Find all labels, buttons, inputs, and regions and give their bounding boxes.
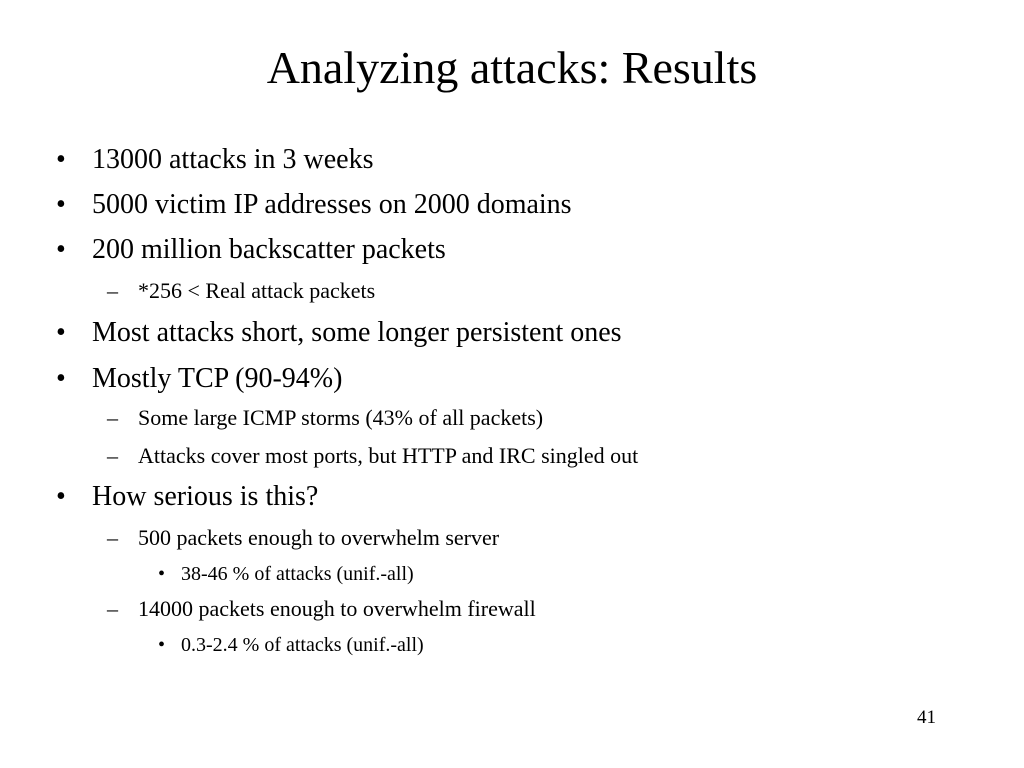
list-item bbox=[56, 142, 374, 178]
dash-marker: – bbox=[107, 278, 118, 303]
list-item bbox=[107, 442, 639, 470]
bullet-marker: • bbox=[56, 481, 66, 512]
list-item-text: 0.3-2.4 % of attacks (unif.-all) bbox=[181, 634, 424, 656]
list-item bbox=[107, 524, 500, 552]
dash-marker: – bbox=[107, 596, 118, 621]
list-item-text: Some large ICMP storms (43% of all packets) bbox=[138, 405, 544, 430]
list-item bbox=[56, 361, 343, 397]
list-item-text: 38-46 % of attacks (unif.-all) bbox=[181, 563, 414, 585]
dash-marker: – bbox=[107, 405, 118, 430]
list-item-text: 14000 packets enough to overwhelm firewall bbox=[138, 596, 536, 621]
list-item-text: Mostly TCP (90-94%) bbox=[92, 363, 343, 394]
slide-title: Analyzing attacks: Results bbox=[266, 42, 758, 93]
bullet-marker: • bbox=[56, 317, 66, 348]
list-item-text: Attacks cover most ports, but HTTP and IRC singled out bbox=[138, 443, 639, 468]
bullet-marker: • bbox=[158, 563, 166, 585]
list-item-text: 5000 victim IP addresses on 2000 domains bbox=[92, 189, 572, 220]
list-item bbox=[56, 479, 319, 515]
list-item bbox=[107, 404, 544, 432]
bullet-marker: • bbox=[56, 144, 66, 175]
list-item-text: 200 million backscatter packets bbox=[92, 234, 446, 265]
list-item bbox=[56, 315, 622, 351]
bullet-marker: • bbox=[56, 234, 66, 265]
list-item-text: *256 < Real attack packets bbox=[138, 278, 376, 303]
list-item-text: How serious is this? bbox=[92, 481, 319, 512]
list-item-text: Most attacks short, some longer persistent ones bbox=[92, 317, 622, 348]
list-item-text: 13000 attacks in 3 weeks bbox=[92, 144, 374, 175]
bullet-marker: • bbox=[56, 189, 66, 220]
dash-marker: – bbox=[107, 443, 118, 468]
bullet-marker: • bbox=[56, 363, 66, 394]
list-item-text: 500 packets enough to overwhelm server bbox=[138, 525, 500, 550]
list-item bbox=[56, 232, 446, 268]
list-item bbox=[158, 561, 414, 587]
list-item bbox=[158, 632, 424, 658]
dash-marker: – bbox=[107, 525, 118, 550]
list-item bbox=[56, 187, 572, 223]
slide-number: 41 bbox=[917, 707, 936, 728]
list-item bbox=[107, 595, 536, 623]
list-item bbox=[107, 277, 376, 305]
bullet-marker: • bbox=[158, 634, 166, 656]
